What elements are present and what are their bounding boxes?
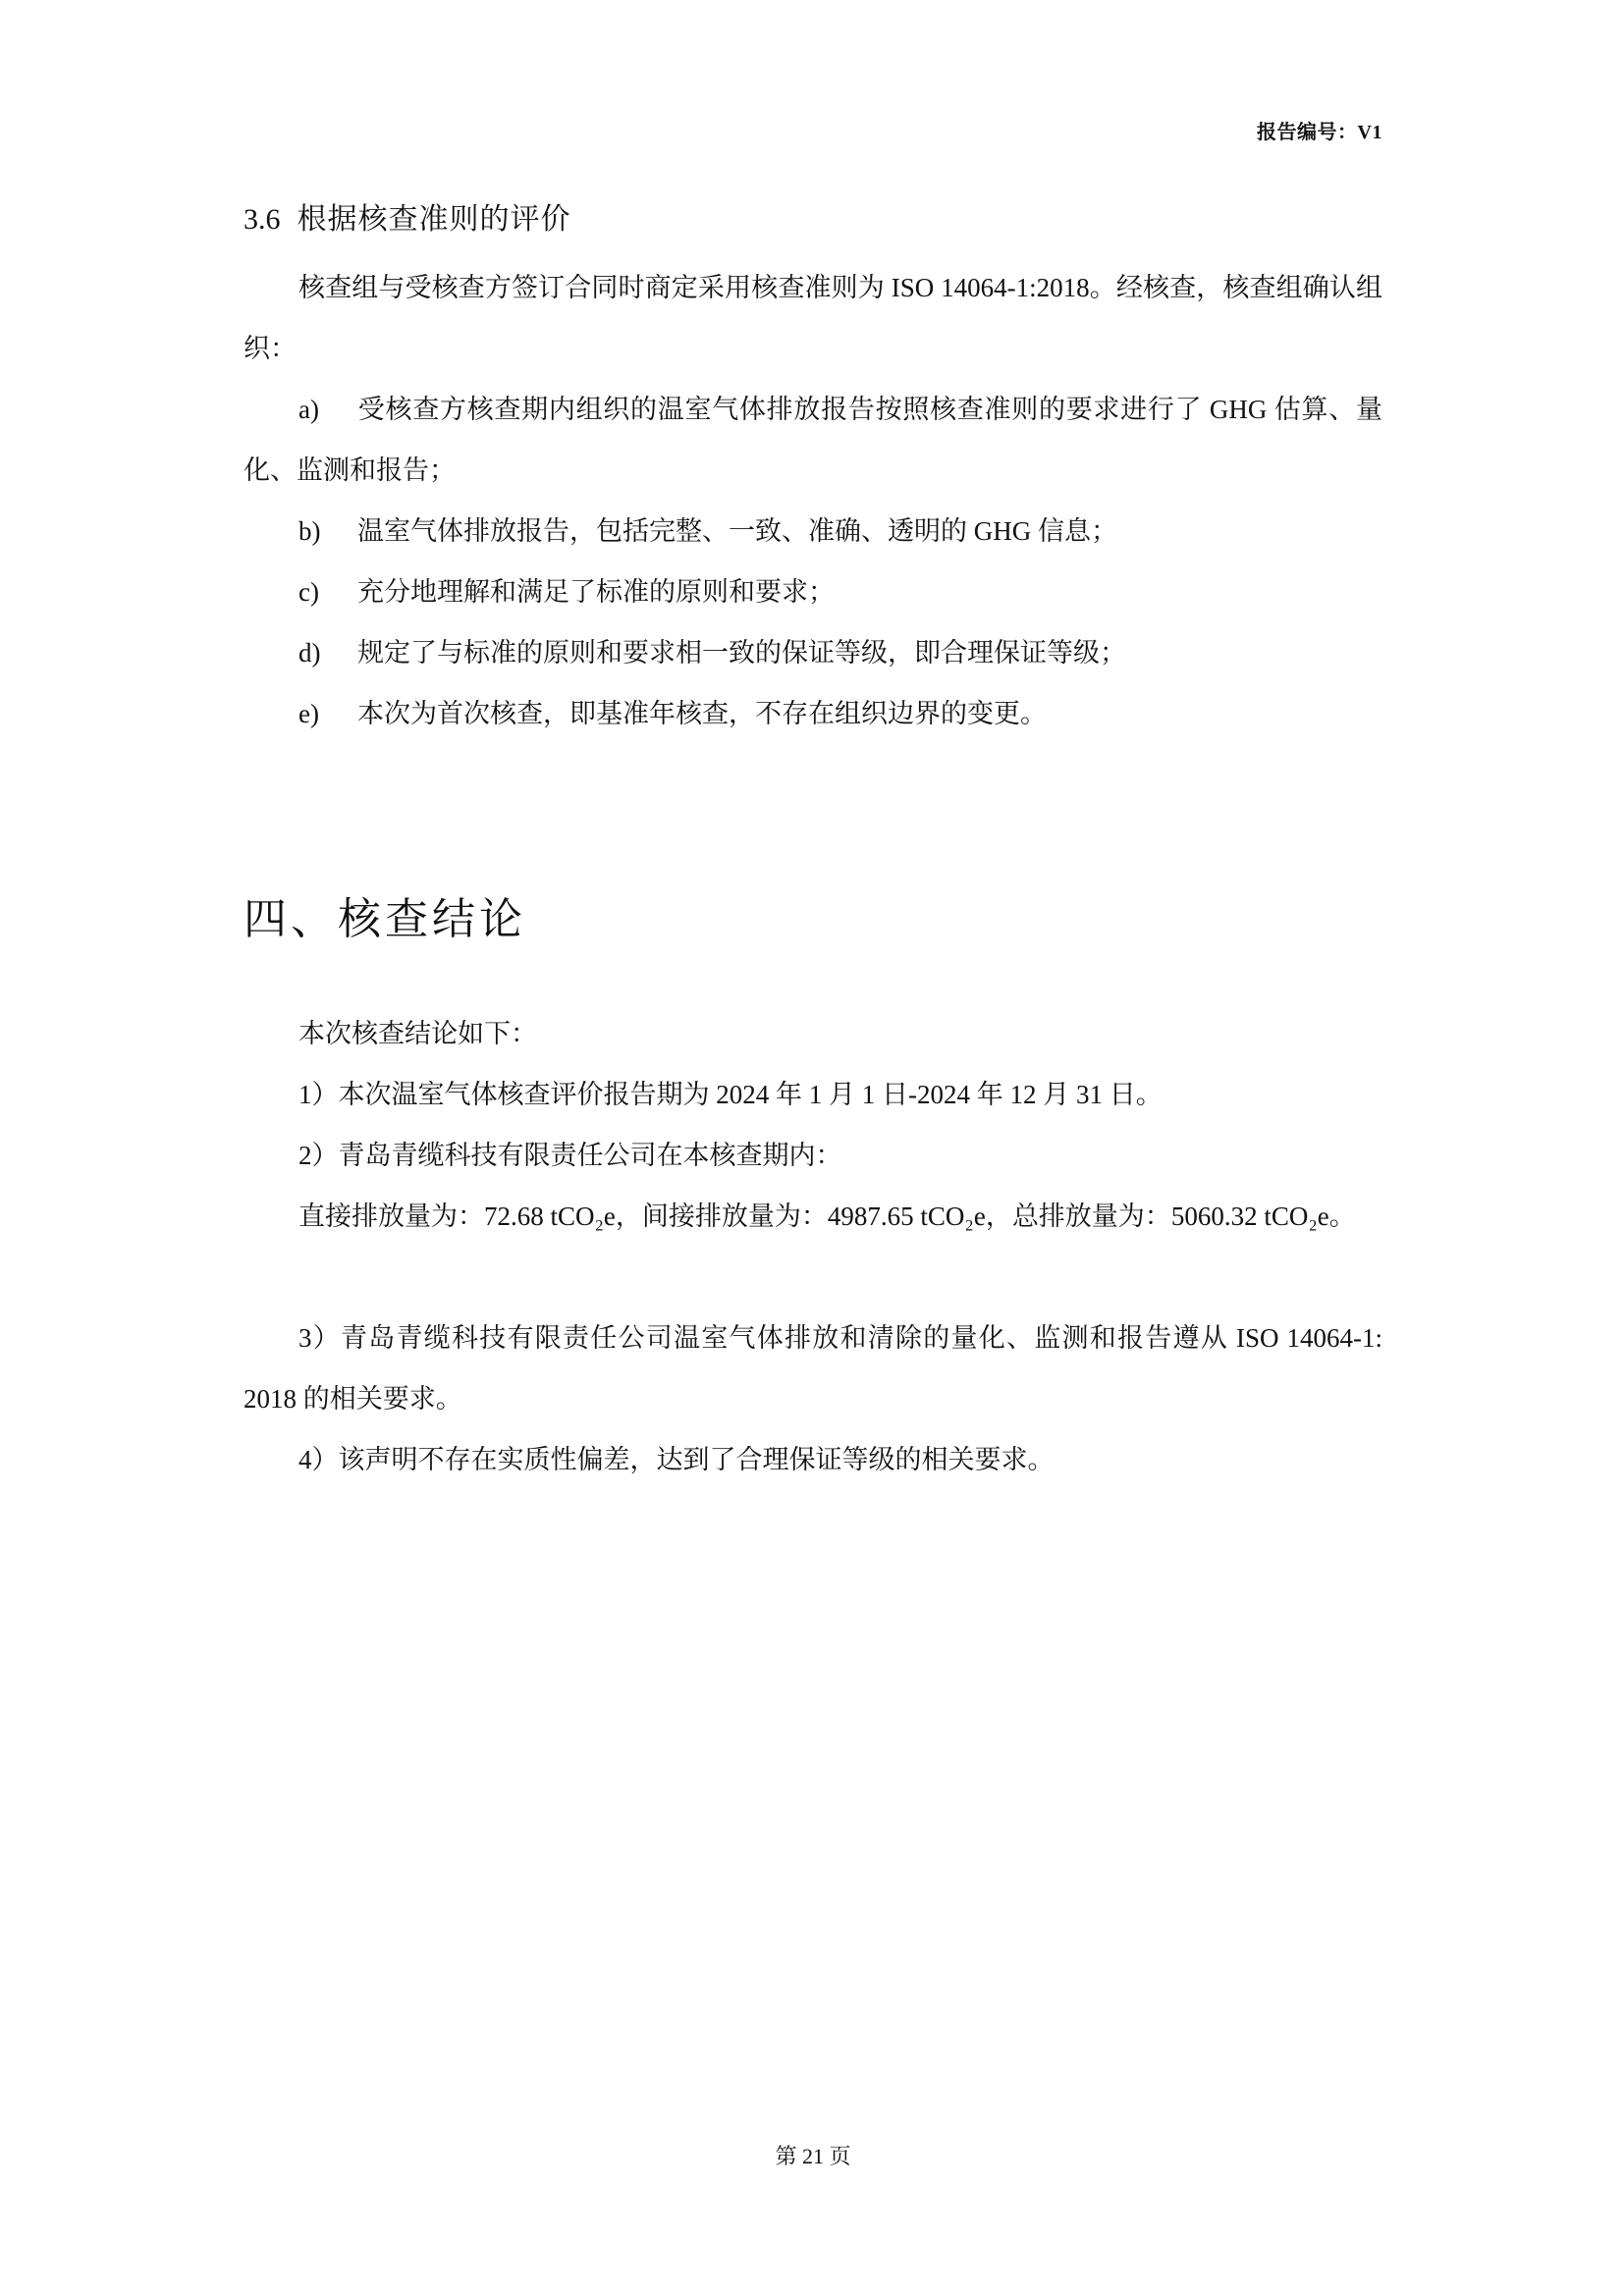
list-item-e <box>244 683 1382 744</box>
list-marker-d: d) <box>298 638 321 667</box>
total-emission-label: 总排放量为： <box>1011 1201 1171 1231</box>
list-text-e: 本次为首次核查，即基准年核查，不存在组织边界的变更。 <box>357 699 1047 728</box>
list-marker-c: c) <box>298 577 319 607</box>
list-item-a <box>244 379 1382 501</box>
list-marker-e: e) <box>298 699 319 728</box>
emission-statement: 直接排放量为：72.68 tCO₂e，间接排放量为：4987.65 tCO₂e，总排放量为：5060.32 tCO₂e。 <box>298 1201 1356 1231</box>
report-number-header: 报告编号：V1 <box>1257 122 1382 143</box>
list-item-b <box>244 501 1382 561</box>
section-title-text: 根据核查准则的评价 <box>297 203 571 236</box>
list-marker-a: a) <box>298 395 319 424</box>
section-number: 3.6 <box>244 203 281 236</box>
conclusion-item-3: 3）青岛青缆科技有限责任公司温室气体排放和清除的量化、监测和报告遵从 ISO 14064-1: 2018 的相关要求。 <box>244 1323 1382 1414</box>
conclusion-item-1: 1）本次温室气体核查评价报告期为 2024 年 1 月 1 日-2024 年 12 月 31 日。 <box>298 1080 1163 1109</box>
indirect-emission-label: 间接排放量为： <box>641 1201 828 1231</box>
conclusion-item-2: 2）青岛青缆科技有限责任公司在本核查期内： <box>298 1141 842 1170</box>
list-text-d: 规定了与标准的原则和要求相一致的保证等级，即合理保证等级； <box>357 638 1126 667</box>
conclusion-item-4: 4）该声明不存在实质性偏差，达到了合理保证等级的相关要求。 <box>298 1445 1055 1474</box>
list-item-c <box>244 561 1382 622</box>
conclusion-lead: 本次核查结论如下： <box>298 1019 537 1048</box>
total-emission-value: 5060.32 tCO₂e。 <box>1170 1201 1356 1231</box>
direct-emission-label: 直接排放量为： <box>298 1201 484 1231</box>
indirect-emission-value: 4987.65 tCO₂e <box>827 1201 986 1231</box>
list-text-c: 充分地理解和满足了标准的原则和要求； <box>357 577 835 607</box>
list-item-d <box>244 622 1382 683</box>
list-text-a: 受核查方核查期内组织的温室气体排放报告按照核查准则的要求进行了 GHG 估算、量化、监测和报告； <box>244 395 1382 485</box>
section-heading <box>244 194 571 238</box>
intro-paragraph: 核查组与受核查方签订合同时商定采用核查准则为 ISO 14064-1:2018。经核查，核查组确认组织： <box>244 273 1382 363</box>
list-text-b: 温室气体排放报告，包括完整、一致、准确、透明的 GHG 信息； <box>357 516 1117 546</box>
page-content <box>244 0 1382 2296</box>
list-marker-b: b) <box>298 516 321 546</box>
direct-emission-value: 72.68 tCO₂e <box>484 1201 616 1231</box>
page-number-footer: 第 21 页 <box>775 2144 851 2168</box>
chapter-heading: 四、核查结论 <box>244 895 526 943</box>
